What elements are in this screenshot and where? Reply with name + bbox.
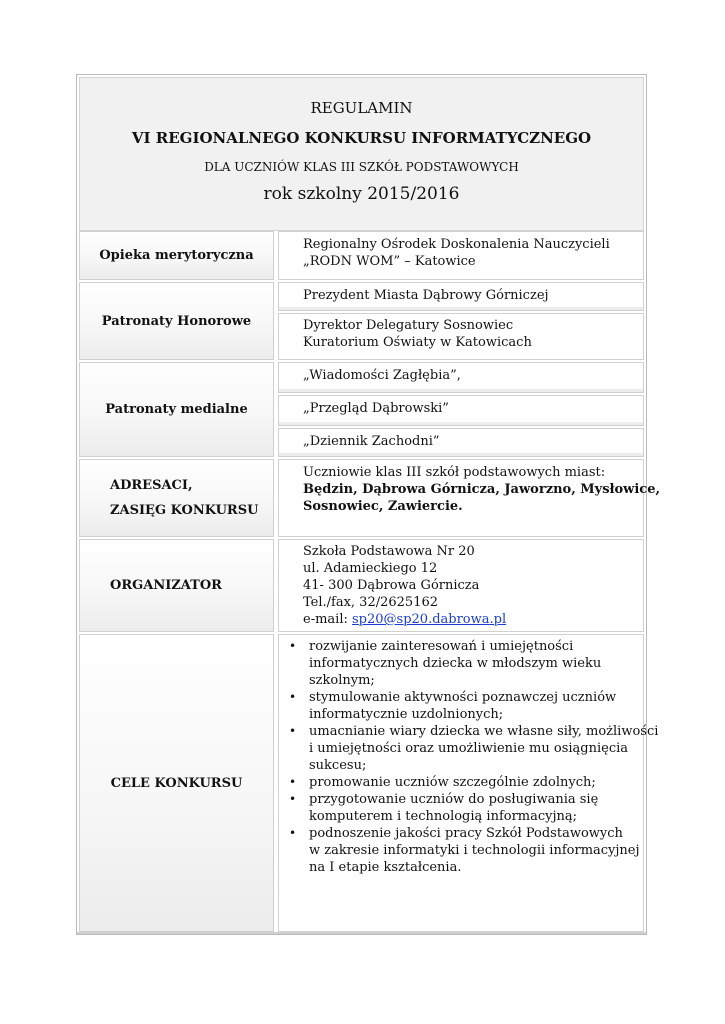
bullet-icon: • [289, 690, 297, 704]
goal-line: na I etapie kształcenia. [309, 860, 462, 875]
label-cele-text: CELE KONKURSU [110, 775, 243, 791]
bullet-icon: • [289, 792, 297, 806]
opieka-line: „RODN WOM” – Katowice [303, 254, 476, 269]
label-organizator [79, 539, 274, 632]
value-patronat-medialny-1 [278, 362, 644, 393]
patronat-honorowy-line: Prezydent Miasta Dąbrowy Górniczej [303, 288, 549, 303]
patronat-medialny-line: „Dziennik Zachodni” [303, 434, 440, 449]
goal-line: stymulowanie aktywności poznawczej uczniów [309, 690, 617, 705]
patronat-medialny-line: „Przegląd Dąbrowski” [303, 401, 449, 416]
label-patronaty-honorowe-text: Patronaty Honorowe [101, 313, 252, 329]
goal-line: i umiejętności oraz umożliwienie mu osiągnięcia [309, 741, 629, 756]
goal-line: w zakresie informatyki i technologii informacyjnej [309, 843, 640, 858]
label-adresaci [79, 459, 274, 537]
label-adresaci-line: ADRESACI, [110, 478, 193, 493]
email-link[interactable]: sp20@sp20.dabrowa.pl [352, 612, 507, 627]
adresaci-cities: Będzin, Dąbrowa Górnicza, Jaworzno, Mysłowice, [303, 482, 661, 497]
label-patronaty-medialne-text: Patronaty medialne [105, 402, 248, 417]
goal-item [285, 638, 635, 689]
bullet-icon: • [289, 775, 297, 789]
goal-line: podnoszenie jakości pracy Szkół Podstawowych [309, 826, 623, 841]
bullet-icon: • [289, 724, 297, 738]
patronat-honorowy-line: Dyrektor Delegatury Sosnowiec [303, 318, 514, 333]
regulamin-document [76, 74, 661, 935]
value-adresaci [278, 459, 661, 537]
value-patronat-medialny-2 [278, 395, 644, 426]
bullet-icon: • [289, 639, 297, 653]
bullet-icon: • [289, 826, 297, 840]
adresaci-intro: Uczniowie klas III szkół podstawowych miast: [303, 465, 606, 480]
value-organizator [278, 539, 644, 632]
organizator-line: Szkoła Podstawowa Nr 20 [303, 544, 475, 559]
goal-item [285, 774, 635, 791]
bottom-border [77, 932, 646, 934]
header-school-year: rok szkolny 2015/2016 [263, 184, 460, 204]
value-patronat-honorowy-2 [278, 313, 644, 360]
value-patronat-medialny-3 [278, 428, 644, 457]
value-patronat-honorowy-1 [278, 282, 644, 311]
goal-line: szkolnym; [309, 673, 375, 688]
goal-line: komputerem i technologią informacyjną; [309, 809, 578, 824]
organizator-email-line [303, 611, 635, 628]
value-opieka [278, 231, 644, 280]
label-patronaty-medialne [79, 362, 274, 457]
organizator-line: Tel./fax, 32/2625162 [303, 595, 439, 610]
goal-item [285, 723, 659, 774]
goals-list [289, 638, 659, 876]
organizator-line: 41- 300 Dąbrowa Górnicza [303, 578, 480, 593]
label-organizator-text: ORGANIZATOR [110, 578, 222, 593]
header-contest-name: VI REGIONALNEGO KONKURSU INFORMATYCZNEGO [131, 129, 592, 147]
organizator-line: ul. Adamieckiego 12 [303, 561, 438, 576]
label-adresaci-line: ZASIĘG KONKURSU [110, 503, 259, 518]
patronat-medialny-line: „Wiadomości Zagłębia”, [303, 368, 461, 383]
email-prefix: e-mail: [303, 612, 352, 627]
goal-line: informatycznie uzdolnionych; [309, 707, 504, 722]
label-opieka [79, 231, 274, 280]
goal-item [285, 689, 635, 723]
goal-line: umacnianie wiary dziecka we własne siły, możliwości [309, 724, 659, 739]
goal-item [285, 791, 635, 825]
goal-line: przygotowanie uczniów do posługiwania się [309, 792, 599, 807]
label-cele [79, 634, 274, 932]
goal-line: rozwijanie zainteresowań i umiejętności [309, 639, 574, 654]
document-header [79, 77, 644, 231]
header-audience: DLA UCZNIÓW KLAS III SZKÓŁ PODSTAWOWYCH [204, 160, 519, 174]
header-title: REGULAMIN [310, 99, 413, 117]
opieka-line: Regionalny Ośrodek Doskonalenia Nauczycieli [303, 237, 610, 252]
goal-line: promowanie uczniów szczególnie zdolnych; [309, 775, 596, 790]
adresaci-cities: Sosnowiec, Zawiercie. [303, 499, 463, 514]
value-cele [278, 634, 659, 932]
label-patronaty-honorowe [79, 282, 274, 360]
goal-line: sukcesu; [309, 758, 367, 773]
patronat-honorowy-line: Kuratorium Oświaty w Katowicach [303, 335, 532, 350]
goal-line: informatycznych dziecka w młodszym wieku [309, 656, 602, 671]
goal-item [285, 825, 640, 876]
label-opieka-text: Opieka merytoryczna [99, 248, 254, 263]
